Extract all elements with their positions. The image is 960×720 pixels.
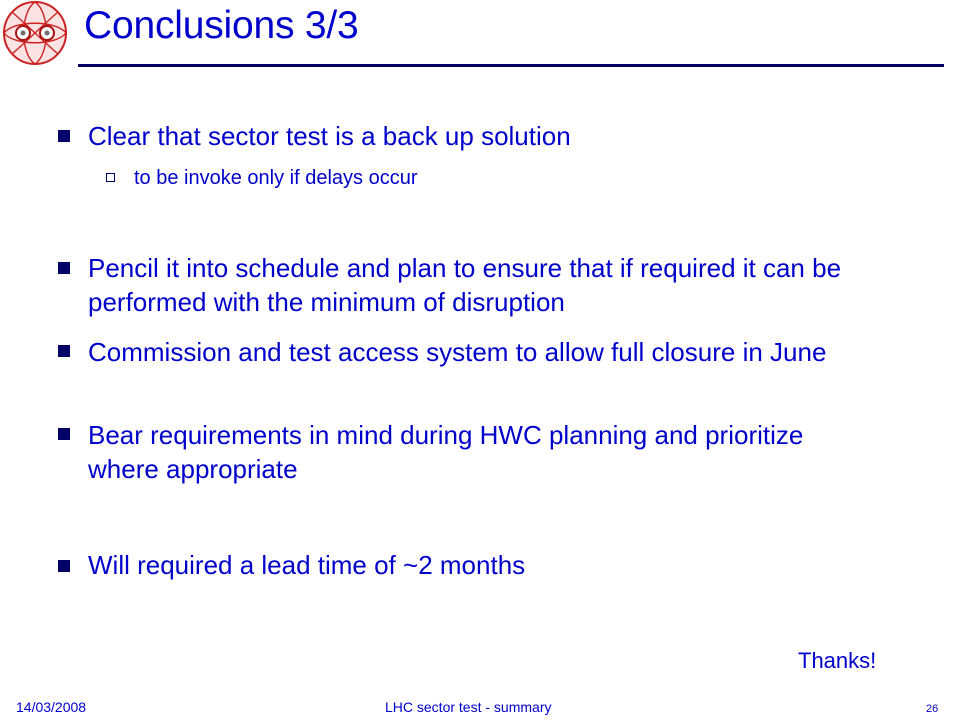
bullet-text: Commission and test access system to allow full closure in June [88,337,827,367]
footer-title: LHC sector test - summary [385,699,552,715]
lhc-logo-icon [0,0,70,66]
page-number: 26 [926,703,939,715]
bullet-square-icon [58,262,70,274]
bullet-text: Pencil it into schedule and plan to ensure that if required it can be performed with the minimum of disruption [88,253,842,317]
sub-bullet-text: to be invoke only if delays occur [134,167,418,189]
title-divider [78,64,944,67]
bullet-text: Will required a lead time of ~2 months [88,550,526,580]
bullet-text: Bear requirements in mind during HWC planning and prioritize where appropriate [88,420,804,484]
slide-title: Conclusions 3/3 [84,4,359,47]
sub-bullet-square-icon [106,173,115,182]
bullet-square-icon [58,345,70,357]
bullet-square-icon [58,560,70,572]
bullet-text: Clear that sector test is a back up solution [88,121,571,151]
closing-text: Thanks! [798,648,877,673]
bullet-square-icon [58,428,70,440]
footer-date: 14/03/2008 [16,699,87,715]
bullet-square-icon [58,130,70,142]
